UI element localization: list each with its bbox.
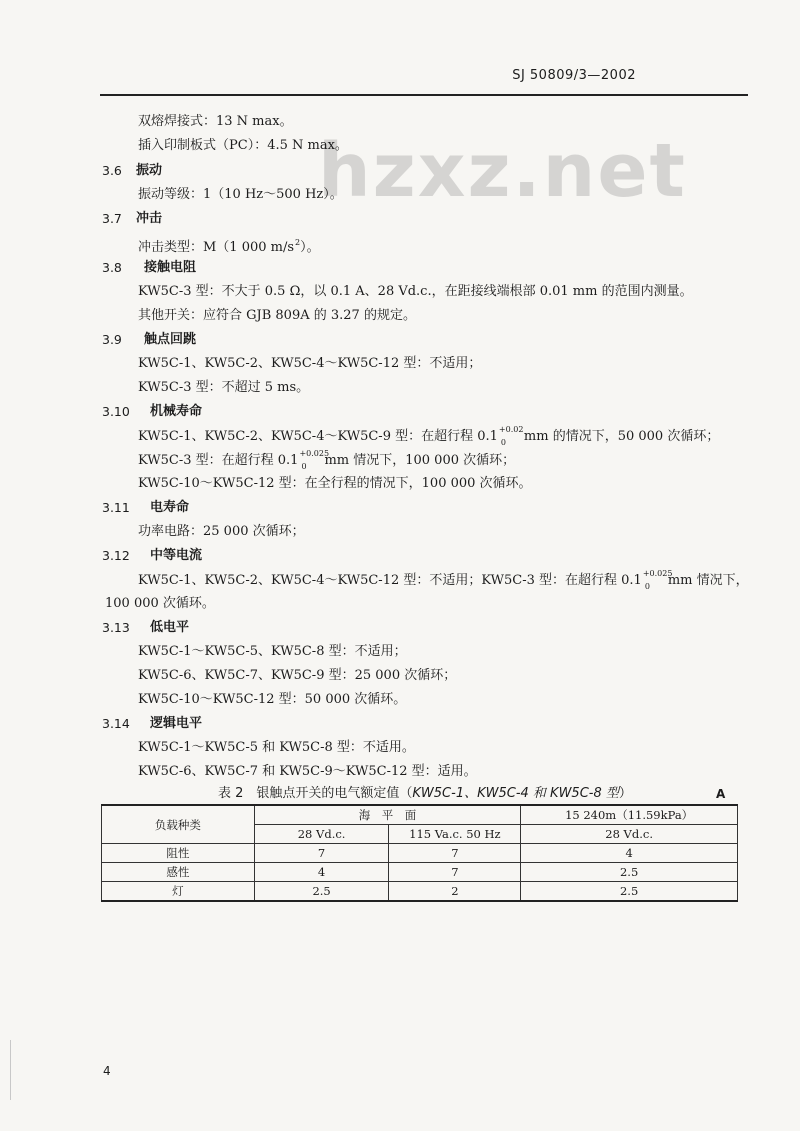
header-sea-level: 海 平 面 [254, 805, 521, 825]
section-title: 振动 [136, 163, 163, 178]
text-segment: mm 情况下， [667, 573, 749, 588]
section-number: 3.12 [102, 548, 130, 563]
table-cell: 2 [389, 882, 521, 902]
section-number: 3.10 [102, 404, 130, 419]
subheader-cell: 115 Va.c. 50 Hz [389, 825, 521, 844]
table-row [102, 882, 738, 902]
section-title: 中等电流 [150, 548, 203, 563]
text-line: 100 000 次循环。 [105, 596, 215, 611]
section-number: 3.8 [102, 260, 122, 275]
text-line: 其他开关：应符合 GJB 809A 的 3.27 的规定。 [138, 308, 416, 323]
table-row [102, 863, 738, 882]
section-number: 3.11 [102, 500, 130, 515]
text-line [138, 234, 320, 257]
section-title: 接触电阻 [144, 260, 197, 275]
table-cell: 4 [254, 863, 389, 882]
table-cell: 2.5 [521, 863, 738, 882]
section-title: 电寿命 [150, 500, 190, 515]
subheader-cell: 28 Vd.c. [521, 825, 738, 844]
text-line: KW5C-3 型：不大于 0.5 Ω，以 0.1 A、28 Vd.c.，在距接线端根部 0.01 mm 的范围内测量。 [138, 284, 693, 299]
text-line [138, 451, 515, 470]
watermark: hzxz.net [318, 128, 687, 214]
table-cell: 7 [254, 844, 389, 863]
tolerance-upper: +0.025 [299, 449, 330, 458]
table-header-row [102, 805, 738, 825]
table-cell: 7 [389, 863, 521, 882]
text-line: 双熔焊接式：13 N max。 [138, 114, 293, 129]
text-segment: 冲击类型：M（1 000 m/s [138, 240, 295, 255]
section-number: 3.6 [102, 163, 122, 178]
tolerance-upper: +0.02 [498, 425, 524, 434]
tolerance [298, 449, 330, 471]
text-line: KW5C-6、KW5C-7、KW5C-9 型：25 000 次循环； [138, 668, 457, 683]
text-line: KW5C-3 型：不超过 5 ms。 [138, 380, 310, 395]
subheader-cell: 28 Vd.c. [254, 825, 389, 844]
section-title: 触点回跳 [144, 332, 197, 347]
section-title: 低电平 [150, 620, 190, 635]
text-segment: ）。 [300, 240, 320, 255]
scan-edge-mark [10, 1040, 11, 1100]
text-segment: mm 情况下，100 000 次循环； [324, 453, 516, 468]
page-number: 4 [103, 1064, 111, 1078]
header-load-type: 负载种类 [102, 805, 255, 844]
text-line: KW5C-1、KW5C-2、KW5C-4～KW5C-12 型：不适用； [138, 356, 482, 371]
section-number: 3.13 [102, 620, 130, 635]
table-title-prefix: 表 2 银触点开关的电气额定值（ [218, 786, 413, 801]
text-line: 插入印制板式（PC）：4.5 N max。 [138, 138, 348, 153]
table-title-series: KW5C-1、KW5C-4 和 KW5C-8 型 [412, 786, 619, 801]
section-title: 机械寿命 [150, 404, 203, 419]
standard-code: SJ 50809/3—2002 [512, 68, 636, 83]
rating-table [101, 804, 738, 902]
section-number: 3.14 [102, 716, 130, 731]
table-cell: 2.5 [254, 882, 389, 902]
text-line: KW5C-10～KW5C-12 型：50 000 次循环。 [138, 692, 407, 707]
table-cell: 4 [521, 844, 738, 863]
section-number: 3.9 [102, 332, 122, 347]
text-segment: KW5C-1、KW5C-2、KW5C-4～KW5C-12 型：不适用；KW5C-3 型：在超行程 0.1 [138, 573, 642, 588]
superscript: 2 [295, 238, 301, 247]
text-segment: KW5C-1、KW5C-2、KW5C-4～KW5C-9 型：在超行程 0.1 [138, 429, 498, 444]
table-title-suffix: ） [618, 786, 632, 801]
text-line: KW5C-1～KW5C-5 和 KW5C-8 型：不适用。 [138, 740, 415, 755]
header-altitude: 15 240m（11.59kPa） [521, 805, 738, 825]
table-cell-load: 感性 [102, 863, 255, 882]
text-line: KW5C-6、KW5C-7 和 KW5C-9～KW5C-12 型：适用。 [138, 764, 477, 779]
table-row [102, 844, 738, 863]
tolerance-lower: 0 [500, 438, 506, 447]
text-line [138, 571, 749, 590]
text-segment: mm 的情况下，50 000 次循环； [523, 429, 720, 444]
tolerance-lower: 0 [644, 582, 650, 591]
text-line: KW5C-1～KW5C-5、KW5C-8 型：不适用； [138, 644, 407, 659]
text-line: 振动等级：1（10 Hz～500 Hz）。 [138, 187, 343, 202]
tolerance-lower: 0 [301, 462, 307, 471]
table-cell-load: 阻性 [102, 844, 255, 863]
page-header [100, 62, 748, 96]
table-title [218, 782, 632, 801]
table-cell: 7 [389, 844, 521, 863]
tolerance-upper: +0.025 [642, 569, 673, 578]
table-mark: A [716, 787, 726, 801]
section-number: 3.7 [102, 211, 122, 226]
tolerance [498, 425, 524, 447]
text-line [138, 427, 719, 446]
section-title: 逻辑电平 [150, 716, 203, 731]
section-title: 冲击 [136, 211, 163, 226]
tolerance [642, 569, 673, 591]
text-segment: KW5C-3 型：在超行程 0.1 [138, 453, 299, 468]
table-cell-load: 灯 [102, 882, 255, 902]
table-cell: 2.5 [521, 882, 738, 902]
text-line: KW5C-10～KW5C-12 型：在全行程的情况下，100 000 次循环。 [138, 476, 532, 491]
text-line: 功率电路：25 000 次循环； [138, 524, 305, 539]
